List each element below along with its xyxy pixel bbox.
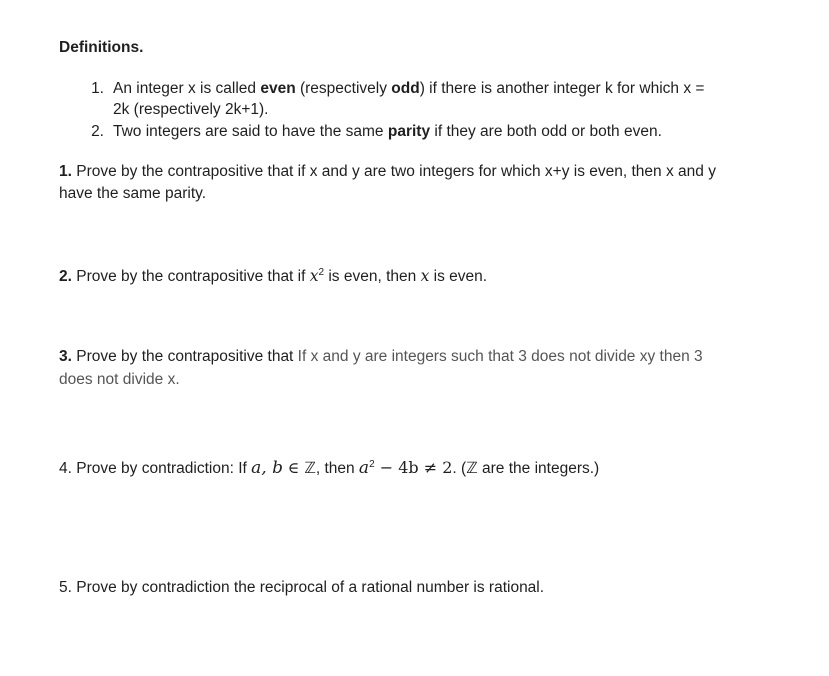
problem-text: 4. Prove by contradiction: If: [59, 460, 252, 477]
text-run: (respectively: [295, 80, 392, 97]
problem-text: is even.: [429, 268, 488, 285]
term-parity: parity: [387, 123, 431, 140]
math-exponent: 2: [318, 267, 325, 278]
problem-text: Prove by the contrapositive that: [71, 348, 298, 365]
definition-text-line2: 2k (respectively 2k+1).: [113, 101, 269, 118]
problem-text: .: [452, 460, 457, 477]
definition-text: [113, 123, 662, 141]
problem-3-line1: [59, 348, 703, 366]
definition-number: 2.: [91, 123, 104, 140]
text-run: if they are both odd or both even.: [430, 123, 662, 140]
math-expression: − 4b ≠ 2: [374, 458, 453, 477]
text-run: ) if there is another integer k for which x =: [419, 80, 705, 97]
problem-text: , then: [315, 460, 359, 477]
problem-text: Prove by the contrapositive that if x and y are two integers for which x+y is even, then x and y: [71, 163, 716, 180]
problem-5: 5. Prove by contradiction the reciprocal of a rational number is rational.: [59, 579, 545, 596]
math-variable: x: [309, 267, 319, 285]
definition-number: 1.: [91, 80, 104, 97]
math-expression: a, b: [251, 458, 283, 478]
math-variable: x: [420, 267, 430, 285]
problem-statement: If x and y are integers such that 3 does not divide xy then 3: [297, 348, 703, 365]
term-odd: odd: [391, 80, 420, 97]
problem-1-line2: have the same parity.: [59, 185, 207, 202]
problem-number: 3.: [59, 348, 72, 365]
text-run: An integer x is called: [113, 80, 261, 97]
problem-number: 2.: [59, 268, 72, 285]
problem-4: [59, 458, 599, 478]
problem-text: Prove by the contrapositive that if: [71, 268, 310, 285]
problem-text: (: [456, 460, 467, 477]
problem-text: are the integers.): [477, 460, 600, 477]
problem-text: is even, then: [324, 268, 421, 285]
math-integers-symbol: ℤ: [466, 459, 478, 477]
math-symbol-in: ∈: [282, 459, 305, 477]
definition-text-line1: [113, 80, 704, 98]
definitions-heading: Definitions.: [59, 39, 144, 56]
term-even: even: [260, 80, 296, 97]
text-run: Two integers are said to have the same: [113, 123, 388, 140]
problem-2: [59, 267, 487, 286]
problem-3-line2: does not divide x.: [59, 371, 180, 388]
problem-number: 1.: [59, 163, 72, 180]
math-exponent: 2: [369, 459, 375, 470]
math-variable: a: [358, 458, 370, 478]
math-integers-symbol: ℤ: [304, 459, 316, 477]
problem-1-line1: [59, 163, 716, 181]
